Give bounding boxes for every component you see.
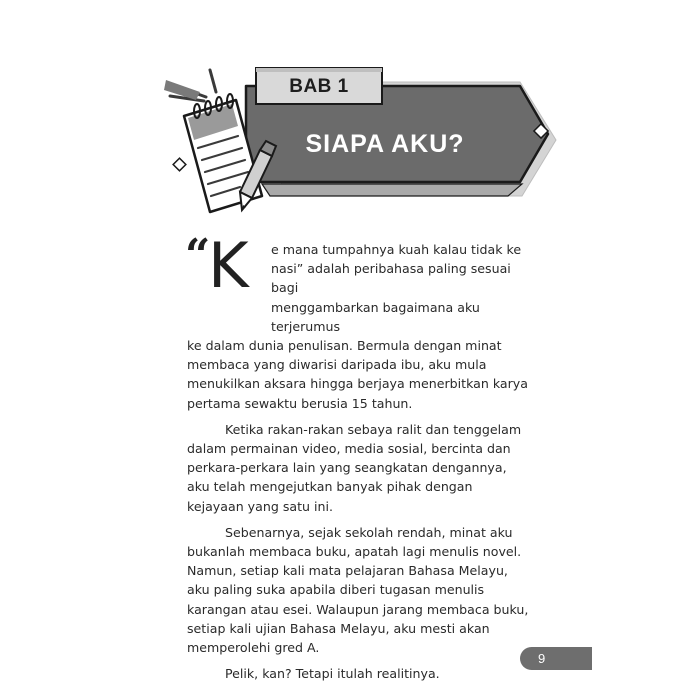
chapter-label: BAB 1 — [289, 76, 349, 97]
dropcap-letter: K — [208, 229, 249, 302]
chapter-banner-art — [0, 0, 700, 230]
paragraph-1-rest: ke dalam dunia penulisan. Bermula dengan minat membaca yang diwarisi daripada ibu, aku mula menukilkan aksara hingga berjaya menerbitkan karya pertama sewaktu berusia 15 tahun. — [187, 338, 528, 411]
chapter-body — [185, 229, 529, 683]
left-diamond — [173, 158, 186, 171]
banner-bottom-strip — [262, 184, 522, 196]
paragraph-4: Pelik, kan? Tetapi itulah realitinya. — [225, 666, 440, 682]
paragraph-1-line-2: nasi” adalah peribahasa paling sesuai bagi — [271, 261, 511, 296]
page-number: 9 — [538, 651, 546, 666]
chapter-title: SIAPA AKU? — [305, 129, 465, 158]
paragraph-1-line-1: e mana tumpahnya kuah kalau tidak ke — [271, 242, 522, 257]
opening-quote-mark: “ — [185, 230, 211, 281]
paragraph-3: Sebenarnya, sejak sekolah rendah, minat aku bukanlah membaca buku, apatah lagi menulis novel. Namun, setiap kali mata pelajaran Bahasa Melayu, aku paling suka apabila diberi tugasan menulis karangan atau esei. Walaupun jarang membaca buku, setiap kali ujian Bahasa Melayu, aku mesti akan memperolehi gred A. — [187, 524, 529, 656]
page-number-tab — [520, 647, 592, 670]
paragraph-1 — [185, 229, 529, 413]
paragraph-1-line-3: menggambarkan bagaimana aku terjerumus — [271, 299, 480, 334]
paragraph-2: Ketika rakan-rakan sebaya ralit dan tenggelam dalam permainan video, media sosial, bercinta dan perkara-perkara lain yang seangkatan dengannya, aku telah mengejutkan banyak pihak dengan kejayaan yang satu ini. — [187, 421, 522, 514]
